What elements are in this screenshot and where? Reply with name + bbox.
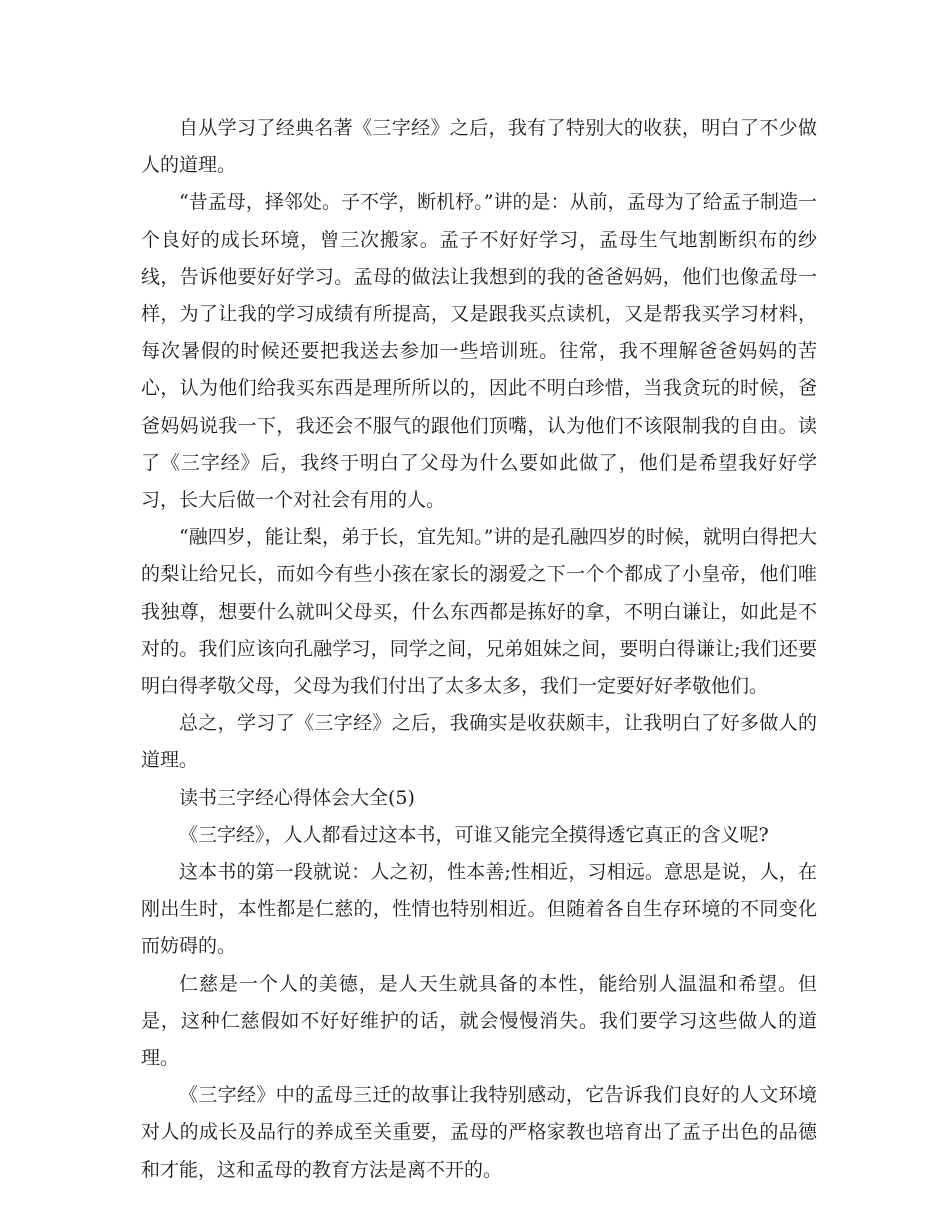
paragraph-conclusion: 总之，学习了《三字经》之后，我确实是收获颇丰，让我明白了好多做人的道理。: [141, 712, 817, 772]
section-heading: 读书三字经心得体会大全(5): [179, 786, 415, 809]
paragraph-question: 《三字经》，人人都看过这本书，可谁又能完全摸得透它真正的含义呢?: [179, 823, 769, 846]
paragraph-mengmu-moves: 《三字经》中的孟母三迁的故事让我特别感动，它告诉我们良好的人文环境对人的成长及品行的养成至关重要，孟母的严格家教也培育出了孟子出色的品德和才能，这和孟母的教育方法是离不开的。: [141, 1084, 817, 1181]
document-body: [141, 110, 817, 1189]
paragraph-kongrong: “融四岁，能让梨，弟于长，宜先知。”讲的是孔融四岁的时候，就明白得把大的梨让给兄长，而如今有些小孩在家长的溺爱之下一个个都成了小皇帝，他们唯我独尊，想要什么就叫父母买，什么东西都是拣好的拿，不明白谦让，如此是不对的。我们应该向孔融学习，同学之间，兄弟姐妹之间，要明白得谦让;我们还要明白得孝敬父母，父母为我们付出了太多太多，我们一定要好好孝敬他们。: [141, 526, 817, 698]
paragraph-first-section: 这本书的第一段就说：人之初，性本善;性相近，习相远。意思是说，人，在刚出生时，本性都是仁慈的，性情也特别相近。但随着各自生存环境的不同变化而妨碍的。: [141, 861, 817, 958]
paragraph-intro: 自从学习了经典名著《三字经》之后，我有了特别大的收获，明白了不少做人的道理。: [141, 117, 817, 177]
paragraph-mengmu: “昔孟母，择邻处。子不学，断机杼。”讲的是：从前，孟母为了给孟子制造一个良好的成长环境，曾三次搬家。孟子不好好学习，孟母生气地割断织布的纱线，告诉他要好好学习。孟母的做法让我想到的我的爸爸妈妈，他们也像孟母一样，为了让我的学习成绩有所提高，又是跟我买点读机，又是帮我买学习材料，每次暑假的时候还要把我送去参加一些培训班。往常，我不理解爸爸妈妈的苦心，认为他们给我买东西是理所所以的，因此不明白珍惜，当我贪玩的时候，爸爸妈妈说我一下，我还会不服气的跟他们顶嘴，认为他们不该限制我的自由。读了《三字经》后，我终于明白了父母为什么要如此做了，他们是希望我好好学习，长大后做一个对社会有用的人。: [141, 191, 817, 512]
paragraph-kindness: 仁慈是一个人的美德，是人天生就具备的本性，能给别人温温和希望。但是，这种仁慈假如不好好维护的话，就会慢慢消失。我们要学习这些做人的道理。: [141, 972, 817, 1070]
